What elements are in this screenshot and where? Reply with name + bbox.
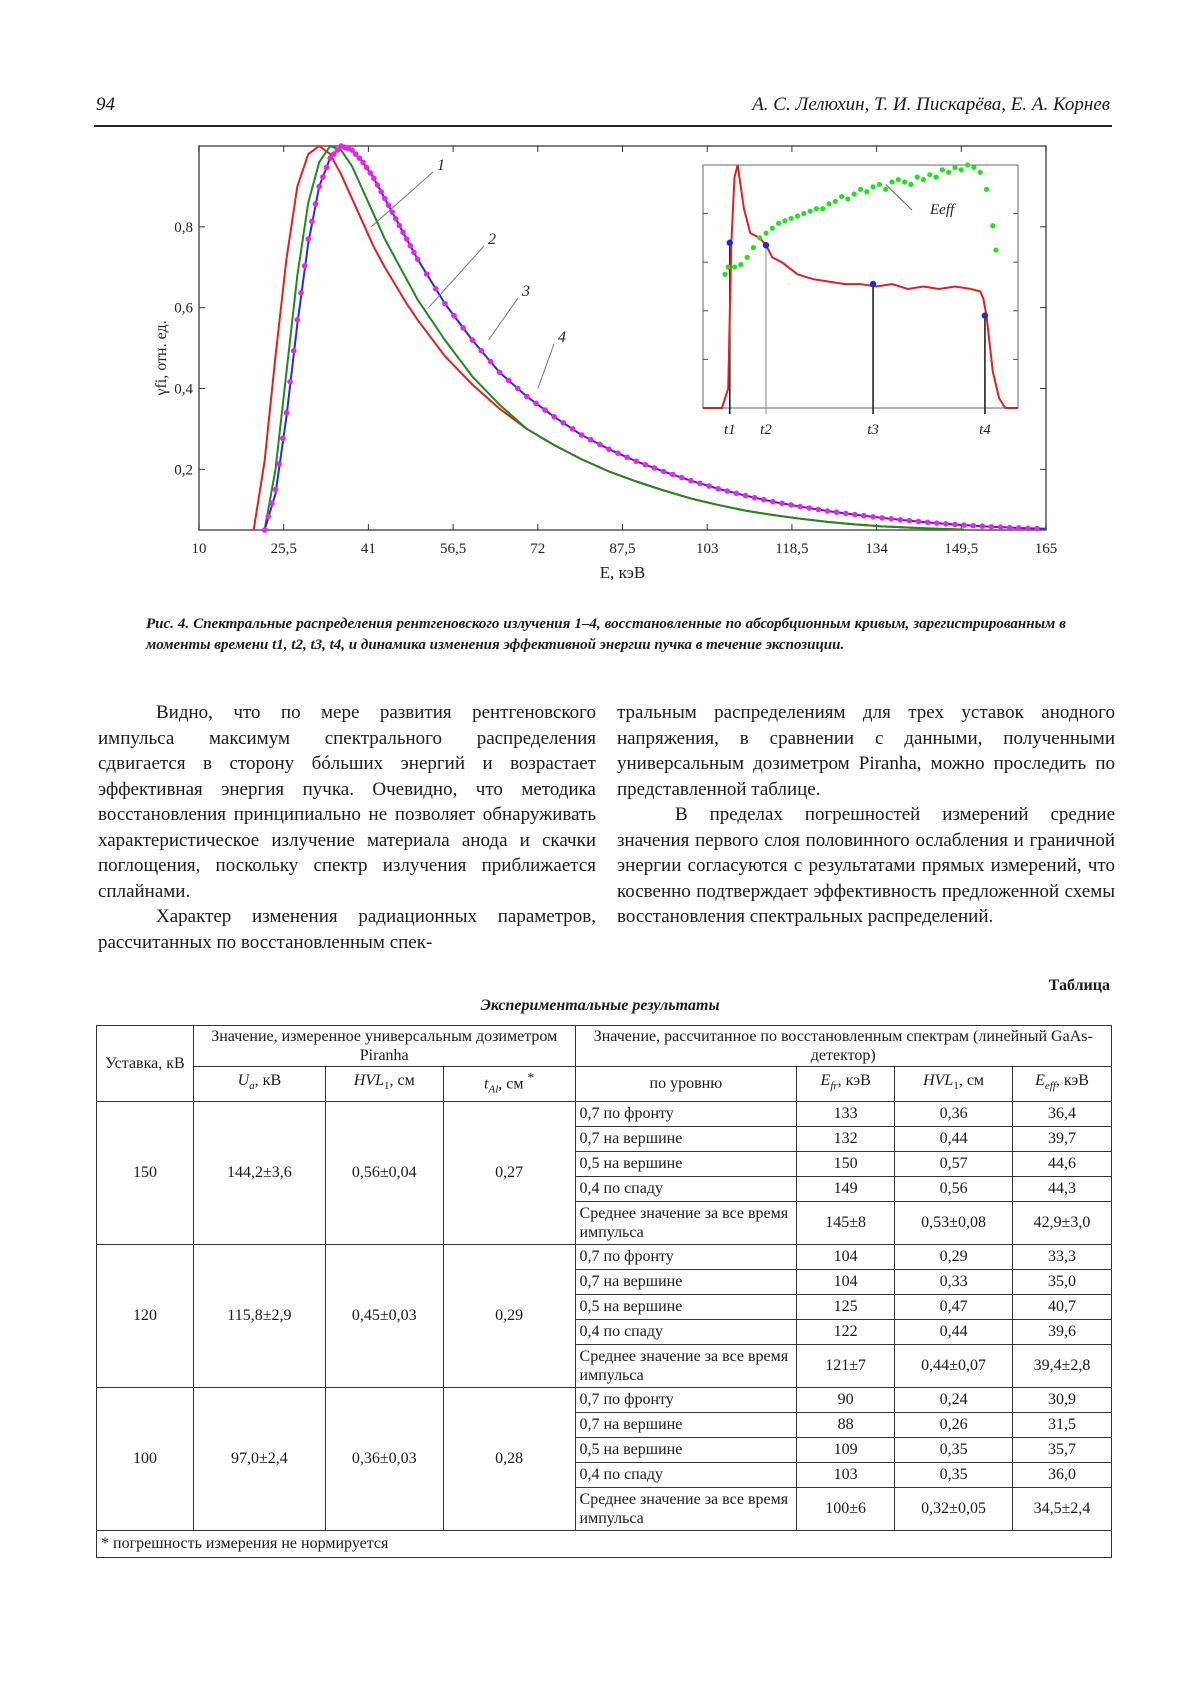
eeff-point	[952, 165, 957, 170]
results-table	[96, 1025, 1112, 1558]
cell-hvl-measured: 0,45±0,03	[325, 1244, 443, 1387]
series-4-point	[734, 491, 740, 497]
series-4-point	[360, 159, 366, 165]
eeff-point	[852, 192, 857, 197]
cell-setpoint: 150	[97, 1101, 194, 1244]
cell-hvl-measured: 0,36±0,03	[325, 1387, 443, 1530]
paragraph: Характер изменения радиационных параметров, рассчитанных по восстановленным спек-	[98, 906, 596, 953]
series-4-point	[797, 504, 803, 510]
cell-eeff: 39,7	[1013, 1126, 1112, 1151]
eeff-point	[826, 201, 831, 206]
cell-eeff: 34,5±2,4	[1013, 1487, 1112, 1530]
eeff-point	[751, 245, 756, 250]
series-4-point	[624, 454, 630, 460]
table-row	[97, 1244, 1112, 1269]
cell-hvl-calc: 0,32±0,05	[895, 1487, 1013, 1530]
cell-level: 0,7 по фронту	[575, 1101, 797, 1126]
eeff-point	[871, 184, 876, 189]
header-hvl-measured: $HVL_1$, см	[325, 1067, 443, 1102]
spectral-distribution-figure	[0, 0, 1200, 600]
eeff-label: Eeff	[930, 202, 955, 218]
eeff-point	[763, 230, 768, 235]
cell-efr: 149	[797, 1176, 895, 1201]
series-4-point	[280, 436, 286, 442]
eeff-point	[883, 187, 888, 192]
cell-eeff: 42,9±3,0	[1013, 1201, 1112, 1244]
eeff-point	[745, 255, 750, 260]
series-4-point	[861, 513, 867, 519]
eeff-point	[984, 187, 989, 192]
series-4-point	[265, 514, 271, 520]
cell-efr: 125	[797, 1294, 895, 1319]
cell-hvl-calc: 0,44	[895, 1126, 1013, 1151]
eeff-point	[978, 170, 983, 175]
series-4-point	[770, 499, 776, 505]
cell-setpoint: 120	[97, 1244, 194, 1387]
cell-hvl-calc: 0,35	[895, 1462, 1013, 1487]
series-4-point	[451, 313, 457, 319]
eeff-point	[934, 175, 939, 180]
eeff-point	[770, 226, 775, 231]
eeff-point	[726, 264, 731, 269]
table-row	[97, 1101, 1112, 1126]
series-4-point	[652, 465, 658, 471]
x-tick-label: 87,5	[609, 541, 636, 557]
series-4-point	[816, 507, 822, 513]
x-tick-label: 41	[360, 541, 376, 557]
eeff-point	[814, 206, 819, 211]
x-tick-label: 165	[1034, 541, 1058, 557]
series-4-point	[524, 394, 530, 400]
cell-level: 0,7 по фронту	[575, 1244, 797, 1269]
eeff-point	[908, 182, 913, 187]
series-4-point	[706, 483, 712, 489]
cell-hvl-calc: 0,53±0,08	[895, 1201, 1013, 1244]
series-4-point	[506, 378, 512, 384]
eeff-point	[902, 179, 907, 184]
cell-eeff: 36,4	[1013, 1101, 1112, 1126]
inset-marker-point	[763, 242, 769, 248]
eeff-point	[993, 247, 998, 252]
cell-level: 0,5 на вершине	[575, 1151, 797, 1176]
eeff-point	[971, 165, 976, 170]
cell-efr: 103	[797, 1462, 895, 1487]
cell-efr: 133	[797, 1101, 895, 1126]
cell-level: 0,7 на вершине	[575, 1412, 797, 1437]
series-4-point	[295, 317, 301, 323]
series-4-point	[943, 521, 949, 527]
series-4-point	[273, 487, 279, 493]
paragraph: В пределах погрешностей измерений средние значения первого слоя половинного ослабления и граничной энергии согласуются с результатами прямых измерений, что косвенно подтверждает эффективность предложенной схемы восстановления спектральных распределений.	[617, 804, 1115, 927]
eeff-point	[927, 172, 932, 177]
y-tick-label: 0,2	[174, 462, 193, 479]
series-4-point	[597, 442, 603, 448]
figure-caption: Рис. 4. Спектральные распределения рентгеновского излучения 1–4, восстановленные по абсорбционным кривым, зарегистрированным в моменты времени t1, t2, t3, t4, и динамика изменения эффективной энергии пучка в течение экспозиции.	[146, 616, 1066, 653]
annotation-label: 1	[437, 157, 445, 174]
eeff-point	[864, 189, 869, 194]
series-4-point	[724, 488, 730, 494]
cell-level: 0,7 на вершине	[575, 1126, 797, 1151]
series-4-point	[615, 450, 621, 456]
series-4-point	[561, 420, 567, 426]
cell-hvl-calc: 0,36	[895, 1101, 1013, 1126]
page-number: 94	[96, 94, 115, 115]
paragraph: Видно, что по мере развития рентгеновского импульса максимум спектрального распределения сдвигается в сторону бóльших энергий и возрастает эффективная энергия пучка. Очевидно, что методика восстановления принципиально не позволяет обнаруживать характеристическое излучение материала анода и скачки поглощения, поскольку спектр излучения приближается сплайнами.	[98, 702, 596, 902]
cell-eeff: 33,3	[1013, 1244, 1112, 1269]
series-4-point	[588, 437, 594, 443]
series-4-point	[743, 493, 749, 499]
eeff-point	[946, 170, 951, 175]
eeff-point	[845, 196, 850, 201]
inset-marker-point	[982, 312, 988, 318]
series-4-point	[788, 502, 794, 508]
series-4-point	[661, 469, 667, 475]
series-4-point	[925, 520, 931, 526]
annotation-label: 4	[558, 329, 566, 346]
series-4-point	[998, 524, 1004, 530]
series-4-point	[324, 165, 330, 171]
series-4-point	[825, 508, 831, 514]
series-4-point	[852, 512, 858, 518]
header-tal: $t_{Al}$, см *	[443, 1067, 575, 1102]
series-4-point	[761, 497, 767, 503]
cell-efr: 150	[797, 1151, 895, 1176]
paragraph: тральным распределениям для трех уставок анодного напряжения, в сравнении с данными, полученными универсальным дозиметром Piranha, можно проследить по представленной таблице.	[617, 702, 1115, 800]
series-4-point	[952, 522, 958, 528]
cell-level: 0,5 на вершине	[575, 1437, 797, 1462]
eeff-point	[738, 262, 743, 267]
series-4-point	[579, 432, 585, 438]
inset-time-label: t2	[760, 422, 772, 438]
header-hvl-calc: $HVL_1$, см	[895, 1067, 1013, 1102]
eeff-point	[801, 211, 806, 216]
header-setpoint: Уставка, кВ	[97, 1026, 194, 1102]
cell-hvl-calc: 0,35	[895, 1437, 1013, 1462]
series-4-point	[533, 401, 539, 407]
cell-level: 0,4 по спаду	[575, 1462, 797, 1487]
cell-ua: 97,0±2,4	[193, 1387, 325, 1530]
cell-eeff: 39,6	[1013, 1319, 1112, 1344]
series-4-point	[378, 189, 384, 195]
series-4-point	[375, 182, 381, 188]
x-tick-label: 72	[530, 541, 546, 557]
series-4-point	[424, 271, 430, 277]
series-4-point	[442, 301, 448, 307]
x-tick-label: 10	[191, 541, 207, 557]
series-4-point	[488, 359, 494, 365]
inset-plot	[703, 162, 1018, 438]
x-tick-label: 134	[865, 541, 888, 557]
cell-efr: 122	[797, 1319, 895, 1344]
header-measured-group: Значение, измеренное универсальным дозиметром Piranha	[193, 1026, 575, 1067]
series-4-point	[779, 501, 785, 507]
eeff-point	[877, 182, 882, 187]
cell-efr: 104	[797, 1269, 895, 1294]
series-4-point	[287, 379, 293, 385]
annotation-leader	[489, 298, 518, 340]
series-4-point	[397, 223, 403, 229]
table-title: Экспериментальные результаты	[480, 997, 720, 1014]
cell-hvl-calc: 0,24	[895, 1387, 1013, 1412]
series-4-point	[542, 407, 548, 413]
body-column-left	[98, 700, 596, 955]
eeff-point	[858, 187, 863, 192]
x-tick-label: 25,5	[270, 541, 297, 557]
series-4-point	[460, 325, 466, 331]
cell-eeff: 31,5	[1013, 1412, 1112, 1437]
series-4-point	[697, 481, 703, 487]
series-4-point	[407, 243, 413, 249]
body-column-right	[617, 700, 1115, 930]
eeff-point	[921, 177, 926, 182]
inset-frame	[703, 165, 1018, 408]
header-level: по уровню	[575, 1067, 797, 1102]
cell-level: Среднее значение за все время импульса	[575, 1344, 797, 1387]
series-4-point	[834, 509, 840, 515]
series-4-point	[309, 219, 315, 225]
cell-eeff: 36,0	[1013, 1462, 1112, 1487]
series-4-point	[393, 216, 399, 222]
series-4-point	[570, 426, 576, 432]
cell-efr: 145±8	[797, 1201, 895, 1244]
table-label: Таблица	[1048, 977, 1110, 994]
series-4-point	[371, 176, 377, 182]
cell-tal: 0,27	[443, 1101, 575, 1244]
series-4-point	[298, 290, 304, 296]
cell-hvl-calc: 0,57	[895, 1151, 1013, 1176]
eeff-point	[732, 264, 737, 269]
inset-time-label: t3	[867, 422, 879, 438]
cell-hvl-calc: 0,29	[895, 1244, 1013, 1269]
series-4-point	[382, 196, 388, 202]
series-4-point	[262, 527, 268, 533]
cell-eeff: 35,0	[1013, 1269, 1112, 1294]
annotation-leader	[371, 172, 433, 227]
cell-level: 0,5 на вершине	[575, 1294, 797, 1319]
x-tick-label: 56,5	[439, 541, 467, 557]
cell-hvl-calc: 0,26	[895, 1412, 1013, 1437]
series-4-point	[291, 348, 297, 354]
series-4-point	[302, 263, 308, 269]
cell-efr: 109	[797, 1437, 895, 1462]
series-4-point	[551, 414, 557, 420]
cell-setpoint: 100	[97, 1387, 194, 1530]
table-row	[97, 1387, 1112, 1412]
series-4-point	[320, 174, 326, 180]
series-4-point	[1025, 525, 1031, 531]
series-4-point	[305, 236, 311, 242]
cell-hvl-measured: 0,56±0,04	[325, 1101, 443, 1244]
annotation-label: 3	[522, 283, 530, 300]
series-4-point	[934, 520, 940, 526]
eeff-point	[795, 213, 800, 218]
series-4-point	[1007, 525, 1013, 531]
header-efr: $E_{fr}$, кэВ	[797, 1067, 895, 1102]
eeff-point	[965, 162, 970, 167]
series-4-point	[961, 522, 967, 528]
x-tick-label: 149,5	[944, 541, 979, 557]
cell-ua: 115,8±2,9	[193, 1244, 325, 1387]
series-4-point	[752, 495, 758, 501]
series-4-point	[1016, 525, 1022, 531]
cell-efr: 88	[797, 1412, 895, 1437]
annotation-leader	[538, 344, 554, 389]
eeff-point	[782, 218, 787, 223]
x-axis-label: E, кэВ	[599, 563, 646, 582]
series-4-point	[979, 523, 985, 529]
eeff-point	[776, 221, 781, 226]
series-4-point	[415, 256, 421, 262]
series-4-point	[633, 458, 639, 464]
series-4-point	[313, 201, 319, 207]
cell-hvl-calc: 0,56	[895, 1176, 1013, 1201]
series-4-point	[715, 486, 721, 492]
series-4-point	[916, 519, 922, 525]
series-4-point	[806, 505, 812, 511]
x-tick-label: 103	[695, 541, 719, 557]
series-4-point	[989, 524, 995, 530]
header-ua: $U_a$, кВ	[193, 1067, 325, 1102]
cell-eeff: 39,4±2,8	[1013, 1344, 1112, 1387]
cell-eeff: 40,7	[1013, 1294, 1112, 1319]
cell-efr: 90	[797, 1387, 895, 1412]
cell-hvl-calc: 0,44	[895, 1319, 1013, 1344]
series-4-point	[497, 370, 503, 376]
series-4-point	[688, 478, 694, 484]
series-4-point	[970, 523, 976, 529]
series-4-point	[404, 236, 410, 242]
eeff-point	[722, 272, 727, 277]
series-4-point	[316, 184, 322, 190]
series-4-point	[400, 229, 406, 235]
series-4-point	[642, 462, 648, 468]
eeff-point	[789, 216, 794, 221]
eeff-point	[940, 167, 945, 172]
cell-hvl-calc: 0,44±0,07	[895, 1344, 1013, 1387]
cell-level: 0,7 на вершине	[575, 1269, 797, 1294]
cell-hvl-calc: 0,47	[895, 1294, 1013, 1319]
header-eeff: $E_{eff}$, кэВ	[1013, 1067, 1112, 1102]
cell-eeff: 44,6	[1013, 1151, 1112, 1176]
cell-level: Среднее значение за все время импульса	[575, 1487, 797, 1530]
series-4-point	[269, 500, 275, 506]
series-4-point	[479, 348, 485, 354]
series-4-point	[907, 518, 913, 524]
eeff-point	[990, 223, 995, 228]
y-tick-label: 0,6	[174, 300, 193, 317]
eeff-point	[915, 175, 920, 180]
header-calculated-group: Значение, рассчитанное по восстановленным спектрам (линейный GaAs-детектор)	[575, 1026, 1111, 1067]
cell-level: Среднее значение за все время импульса	[575, 1201, 797, 1244]
y-tick-label: 0,4	[174, 381, 193, 398]
cell-level: 0,4 по спаду	[575, 1176, 797, 1201]
cell-eeff: 35,7	[1013, 1437, 1112, 1462]
series-4-point	[670, 472, 676, 478]
x-tick-label: 118,5	[775, 541, 809, 557]
eeff-point	[959, 167, 964, 172]
inset-marker-point	[727, 240, 733, 246]
cell-tal: 0,29	[443, 1244, 575, 1387]
inset-marker-point	[870, 281, 876, 287]
table-footnote-row	[97, 1530, 1112, 1557]
series-4-point	[367, 170, 373, 176]
series-4-point	[888, 516, 894, 522]
cell-ua: 144,2±3,6	[193, 1101, 325, 1244]
series-4-point	[679, 475, 685, 481]
series-4-point	[386, 202, 392, 208]
series-4-point	[870, 514, 876, 520]
cell-efr: 121±7	[797, 1344, 895, 1387]
series-4-point	[606, 446, 612, 452]
series-4-point	[515, 386, 521, 392]
eeff-point	[833, 199, 838, 204]
cell-eeff: 30,9	[1013, 1387, 1112, 1412]
running-head-authors: А. С. Лелюхин, Т. И. Пискарёва, Е. А. Корнев	[752, 94, 1110, 115]
series-4-point	[897, 517, 903, 523]
series-4-point	[364, 165, 370, 171]
cell-efr: 132	[797, 1126, 895, 1151]
eeff-point	[757, 235, 762, 240]
cell-tal: 0,28	[443, 1387, 575, 1530]
inset-time-label: t4	[979, 422, 991, 438]
series-4-point	[284, 410, 290, 416]
annotation-leader	[429, 246, 484, 308]
y-tick-label: 0,8	[174, 219, 193, 236]
cell-level: 0,7 по фронту	[575, 1387, 797, 1412]
annotation-label: 2	[488, 231, 496, 248]
series-4-point	[879, 515, 885, 521]
cell-hvl-calc: 0,33	[895, 1269, 1013, 1294]
eeff-point	[896, 177, 901, 182]
series-4-point	[843, 511, 849, 517]
series-4-point	[433, 286, 439, 292]
inset-time-label: t1	[723, 422, 736, 438]
cell-efr: 100±6	[797, 1487, 895, 1530]
series-4-point	[411, 250, 417, 256]
cell-efr: 104	[797, 1244, 895, 1269]
eeff-point	[889, 179, 894, 184]
y-axis-label: γfi, отн. ед.	[153, 320, 170, 396]
series-4-point	[469, 337, 475, 343]
cell-level: 0,4 по спаду	[575, 1319, 797, 1344]
eeff-point	[808, 209, 813, 214]
eeff-point	[839, 194, 844, 199]
cell-eeff: 44,3	[1013, 1176, 1112, 1201]
eeff-point	[820, 206, 825, 211]
series-4-point	[1034, 526, 1040, 532]
table-footnote: * погрешность измерения не нормируется	[97, 1530, 1112, 1557]
series-4-point	[276, 461, 282, 467]
